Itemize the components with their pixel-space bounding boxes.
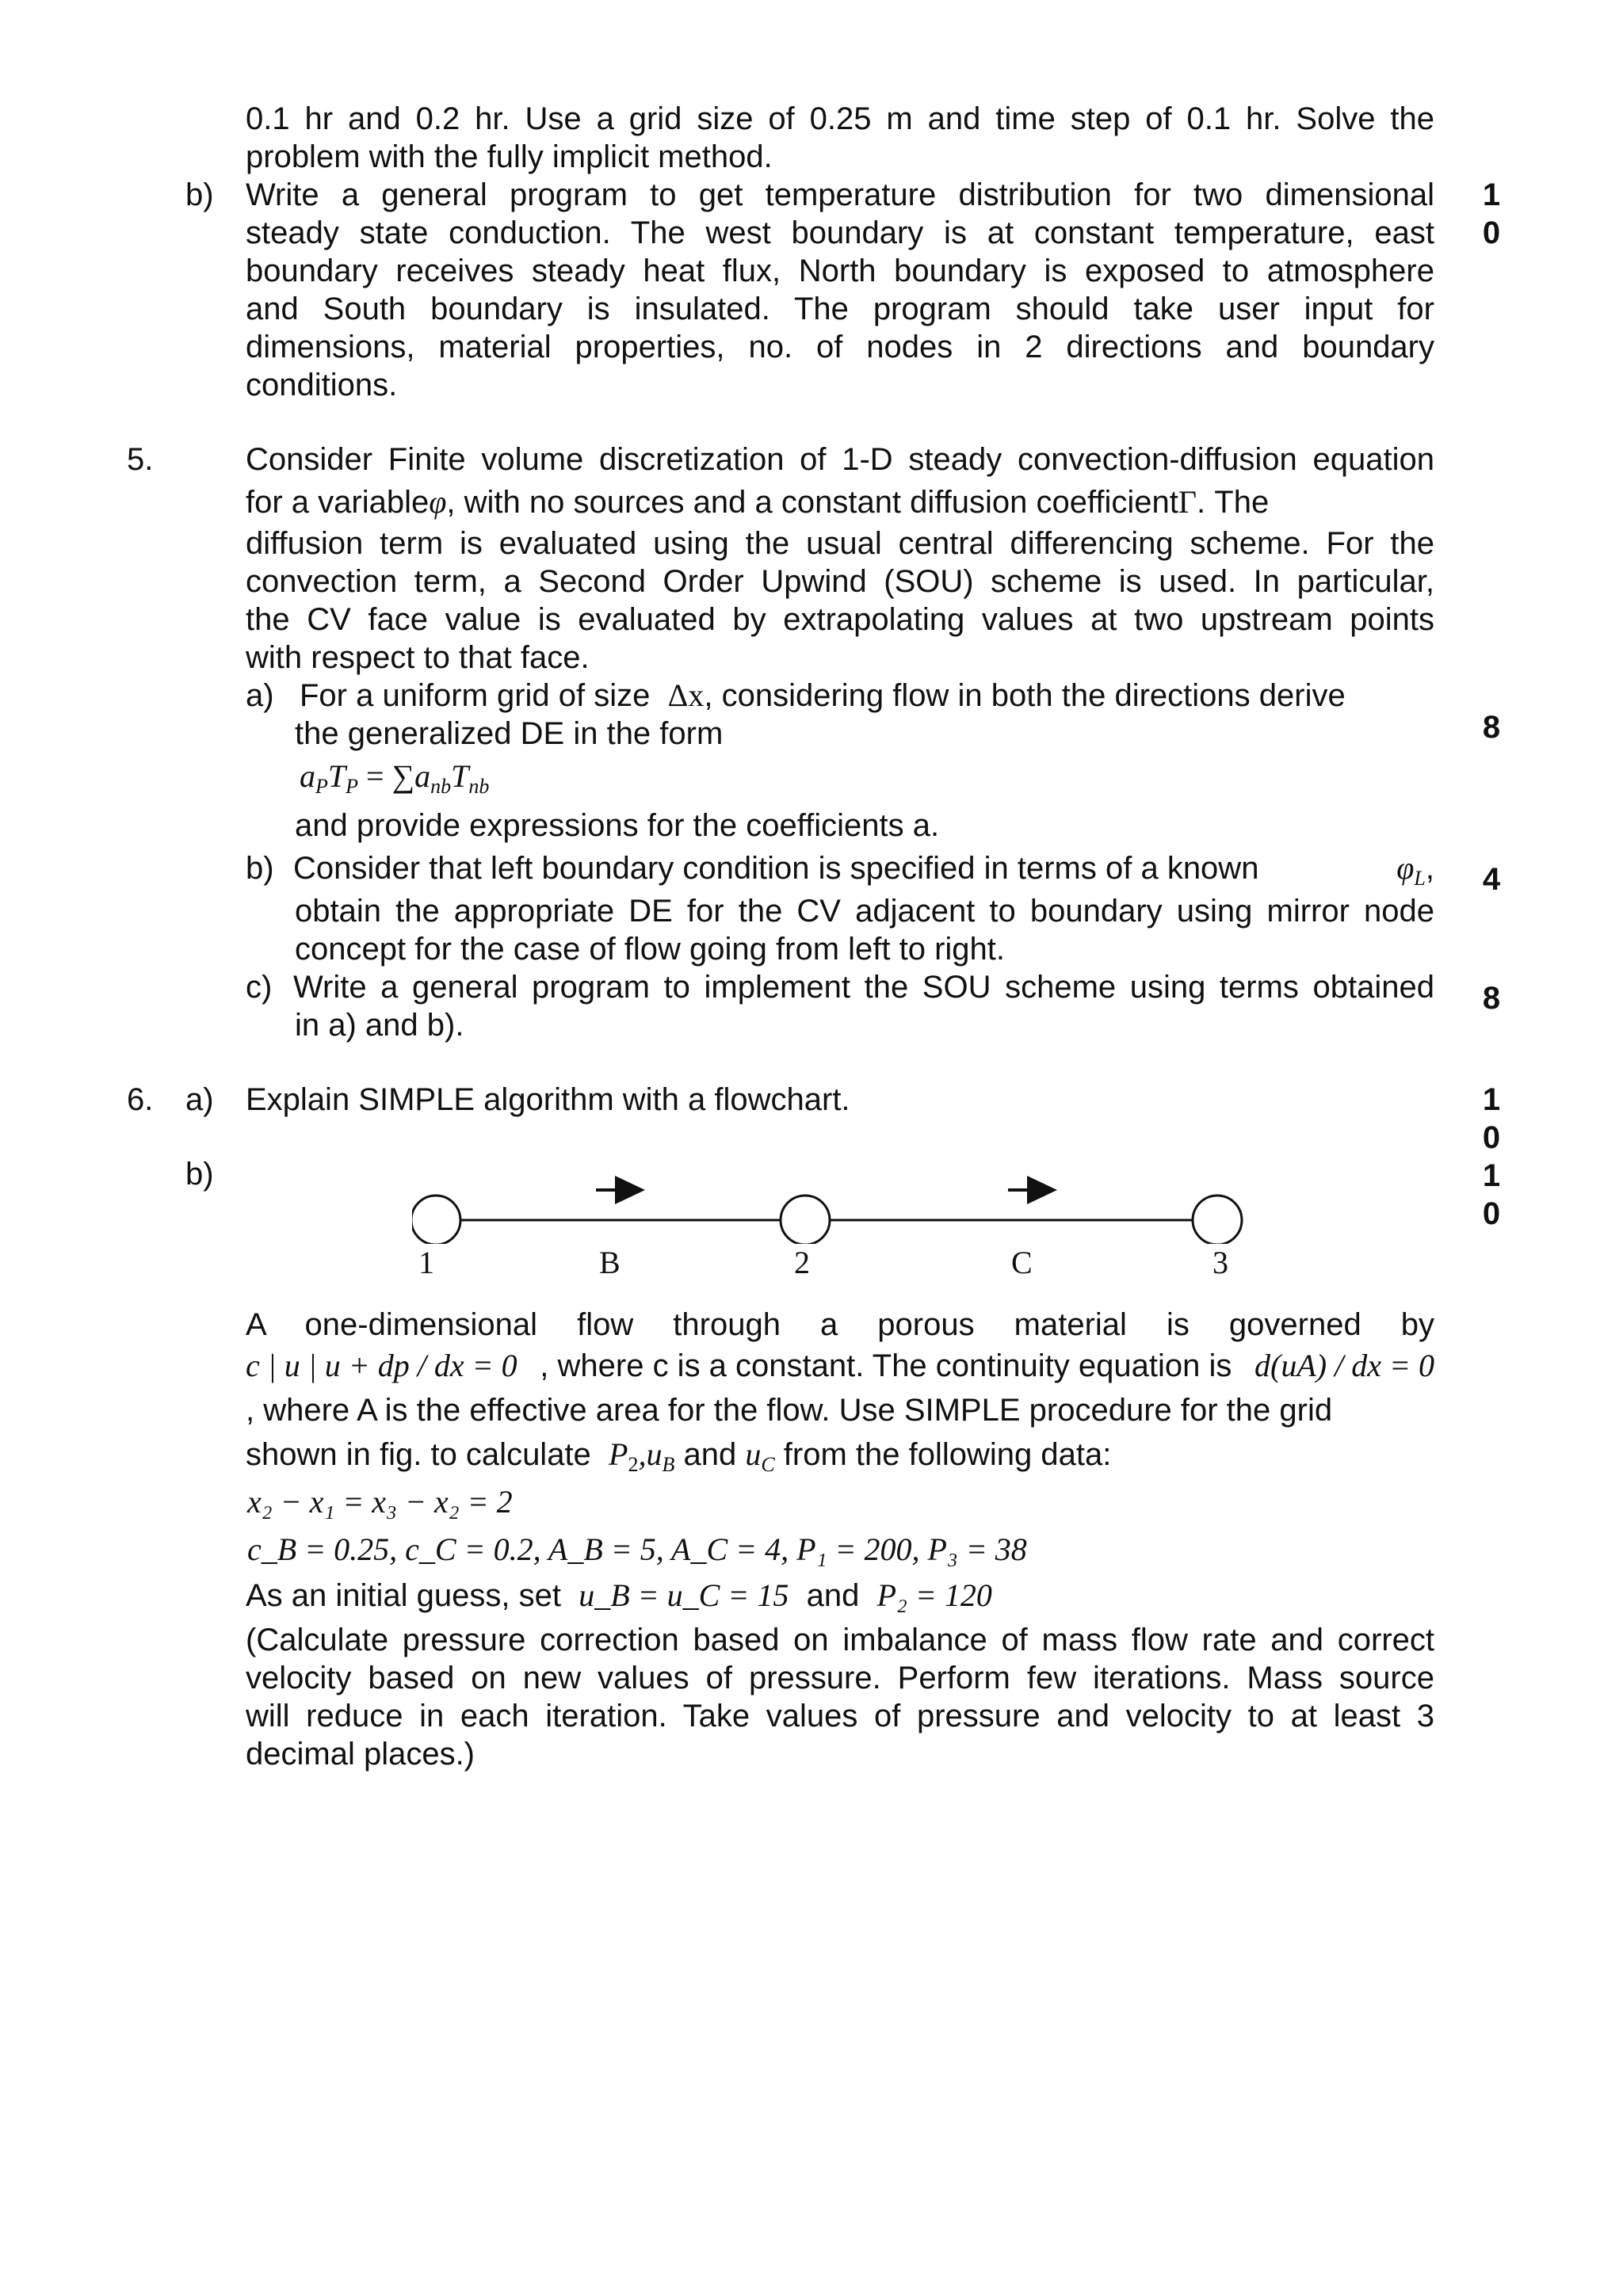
node-label-3: 3 [1212,1245,1228,1280]
q5a-marks: 8 [1482,710,1501,745]
q6a-label: a) [185,1082,214,1117]
q5b-line-1: Consider that left boundary condition is specified in terms of a known $\varphi_L$, [293,849,1434,898]
q5-intro-text-c: . The [1197,485,1270,520]
q6b-line-2-text: , where c is a constant. The continuity equation is [540,1348,1232,1383]
q6b-equation-data: c_B = 0.25, c_C = 0.2, A_B = 5, A_C = 4, P₁ = 200, P₃ = 38 [247,1531,1027,1567]
grid-figure [412,1157,1323,1244]
gamma-symbol: Γ [1178,484,1197,520]
q4b-line-6: conditions. [246,368,398,402]
q6b-line-7: As an initial guess, set u_B = u_C = 15 and P₂ = 120 [246,1577,992,1613]
q4-continuation-line-1: 0.1 hr and 0.2 hr. Use a grid size of 0.25 m and time step of 0.1 hr. Solve the [246,101,1434,136]
q5-intro-line-5: the CV face value is evaluated by extrapolating values at two upstream points [246,602,1434,637]
phi-symbol: φ [429,484,447,520]
q5a-line-1 [300,677,1346,715]
q5a-line-2: the generalized DE in the form [295,716,724,751]
q5c-marks: 8 [1482,981,1501,1016]
q5-intro-line-4: convection term, a Second Order Upwind (SOU) scheme is used. In particular, [246,564,1434,599]
q5-intro-text-a: for a variable [246,485,430,520]
q6b-line-9: velocity based on new values of pressure. Perform few iterations. Mass source [246,1661,1434,1695]
q5-intro-line-1: Consider Finite volume discretization of 1-D steady convection-diffusion equation [246,442,1434,477]
q5a-line-3: and provide expressions for the coefficients a. [295,808,940,843]
q5b-marks: 4 [1482,862,1501,897]
q6b-line-4: shown in fig. to calculate $P_2,u_B$ and $u_C$ from the following data: [246,1436,1112,1476]
q4-continuation-line-2: problem with the fully implicit method. [246,139,773,174]
q5b-line-2: obtain the appropriate DE for the CV adjacent to boundary using mirror node [295,894,1434,929]
face-label-b: B [599,1245,621,1280]
continuity-equation: d(uA) / dx = 0 [1254,1348,1434,1383]
q6b-marks-digit-2: 0 [1482,1196,1501,1231]
delta-x-symbol: Δx [667,677,705,713]
q5-intro-line-6: with respect to that face. [246,640,590,675]
q5b-text-a: Consider that left boundary condition is specified in terms of a known [293,851,1259,886]
q5c-line-1: Write a general program to implement the SOU scheme using terms obtained [293,970,1434,1005]
node-2-circle [781,1196,830,1244]
node-3-circle [1193,1196,1242,1244]
node-label-2: 2 [794,1245,810,1280]
q6b-line-1: A one-dimensional flow through a porous material is governed by [246,1307,1434,1342]
q6b-line-10: will reduce in each iteration. Take values of pressure and velocity to at least 3 [246,1699,1434,1733]
q5a-label: a) [246,678,274,713]
q5-intro-line-2 [246,483,1434,521]
arrow-right-icon [596,1176,645,1204]
momentum-equation: c | u | u + dp / dx = 0 [246,1348,517,1383]
q5a-text-b: , considering flow in both the directions derive [704,678,1346,713]
q5c-label: c) [246,970,273,1005]
phi-l-symbol: φ [1396,850,1415,886]
node-label-1: 1 [418,1245,434,1280]
arrow-right-icon [1008,1176,1057,1204]
q6b-line-3: , where A is the effective area for the flow. Use SIMPLE procedure for the grid [246,1393,1333,1428]
q4b-line-5: dimensions, material properties, no. of nodes in 2 directions and boundary [246,330,1434,364]
q4b-line-4: and South boundary is insulated. The program should take user input for [246,292,1434,326]
face-label-c: C [1011,1245,1033,1280]
q4b-marks-digit-1: 1 [1482,177,1501,212]
q5a-equation: $a_PT_P = \sum a_{nb}T_{nb}$ [300,758,490,798]
q6b-label: b) [185,1157,214,1192]
q6a-marks-digit-1: 1 [1482,1082,1501,1117]
q5c-line-2: in a) and b). [295,1008,464,1043]
q6a-text: Explain SIMPLE algorithm with a flowchart. [246,1082,850,1117]
q5b-label: b) [246,851,274,886]
q4b-line-1: Write a general program to get temperature distribution for two dimensional [246,177,1434,212]
q5-intro-line-3: diffusion term is evaluated using the usual central differencing scheme. For the [246,526,1434,561]
q6b-line-8: (Calculate pressure correction based on imbalance of mass flow rate and correct [246,1623,1434,1657]
q4b-line-2: steady state conduction. The west boundary is at constant temperature, east [246,215,1434,250]
q4b-marks-digit-2: 0 [1482,215,1501,250]
q4b-label: b) [185,177,214,212]
q5-intro-text-b: , with no sources and a constant diffusion coefficient [446,485,1178,520]
node-1-circle [412,1196,460,1244]
q6b-line-2 [246,1347,1434,1385]
q6b-marks-digit-1: 1 [1482,1158,1501,1193]
q6b-line-11: decimal places.) [246,1737,475,1772]
q5a-text-a: For a uniform grid of size [300,678,651,713]
q5-number: 5. [127,442,154,477]
q6-number: 6. [127,1082,154,1117]
q6a-marks-digit-2: 0 [1482,1120,1501,1155]
q6b-equation-x: x₂ − x₁ = x₃ − x₂ = 2 [247,1484,513,1520]
q5b-line-3: concept for the case of flow going from left to right. [295,932,1006,967]
q4b-line-3: boundary receives steady heat flux, North boundary is exposed to atmosphere [246,254,1434,288]
